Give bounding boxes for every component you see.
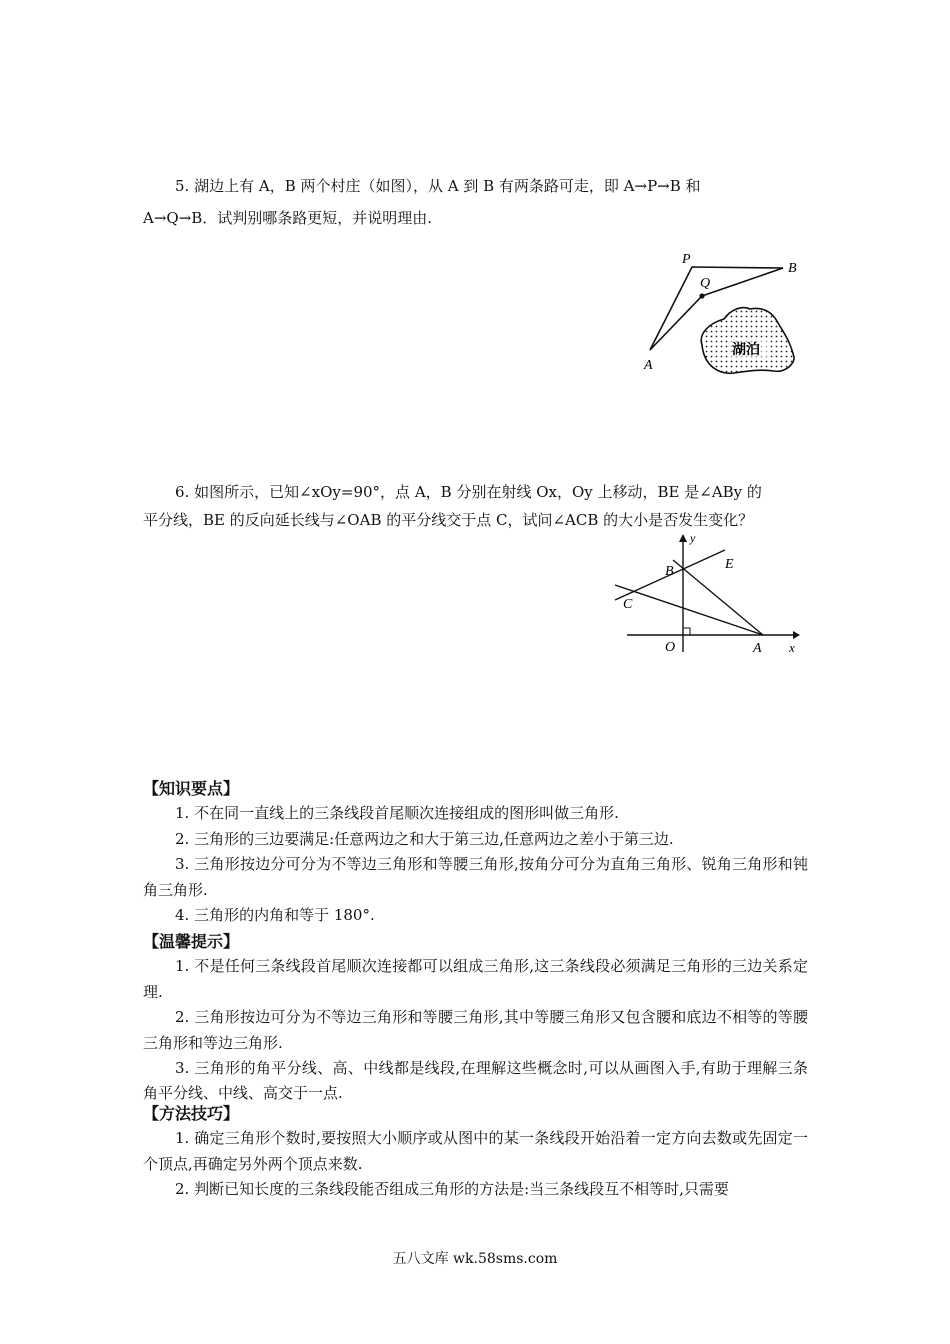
problem-6-line-1 <box>143 478 808 506</box>
tips-item: 3. 三角形的角平分线、高、中线都是线段,在理解这些概念时,可以从画图入手,有助于理解三条角平分线、中线、高交于一点. <box>143 1059 808 1103</box>
label-O: O <box>665 640 676 655</box>
label-B: B <box>665 564 674 579</box>
knowledge-section <box>143 776 808 928</box>
tips-item: 2. 三角形按边可分为不等边三角形和等腰三角形,其中等腰三角形又包含腰和底边不相等的等腰三角形和等边三角形. <box>143 1008 808 1052</box>
label-Q: Q <box>700 276 711 291</box>
tips-item: 1. 不是任何三条线段首尾顺次连接都可以组成三角形,这三条线段必须满足三角形的三边关系定理. <box>143 957 808 1001</box>
segment-AB <box>673 560 763 635</box>
method-item: 1. 确定三角形个数时,要按照大小顺序或从图中的某一条线段开始沿着一定方向去数或先固定一个顶点,再确定另外两个顶点来数. <box>143 1129 808 1173</box>
label-C: C <box>623 597 633 612</box>
lake-label: 湖泊 <box>732 342 760 358</box>
point-Q <box>699 293 704 298</box>
right-angle-mark <box>683 628 690 635</box>
x-arrow <box>793 631 800 639</box>
knowledge-item: 4. 三角形的内角和等于 180°. <box>175 906 375 925</box>
knowledge-item: 3. 三角形按边分可分为不等边三角形和等腰三角形,按角分可分为直角三角形、锐角三角形和钝角三角形. <box>143 855 808 899</box>
problem-6-text-1: 如图所示，已知∠xOy=90°，点 A，B 分别在射线 Ox，Oy 上移动，BE 是∠ABy 的 <box>194 483 762 501</box>
tips-heading: 【温馨提示】 <box>143 932 240 951</box>
label-P: P <box>682 252 691 267</box>
problem-6 <box>143 478 808 534</box>
problem-5 <box>143 170 808 234</box>
axes-figure <box>605 530 805 660</box>
problem-6-number: 6. <box>175 483 190 501</box>
problem-5-text-1: 湖边上有 A，B 两个村庄（如图），从 A 到 B 有两条路可走，即 A→P→B 和 <box>194 177 701 195</box>
method-section <box>143 1101 808 1203</box>
label-x: x <box>789 640 795 655</box>
knowledge-item: 2. 三角形的三边要满足:任意两边之和大于第三边,任意两边之差小于第三边. <box>175 829 674 848</box>
lake-figure <box>630 245 810 380</box>
problem-5-line-2: A→Q→B．试判别哪条路更短，并说明理由. <box>143 209 433 227</box>
tips-section <box>143 929 808 1107</box>
method-item: 2. 判断已知长度的三条线段能否组成三角形的方法是:当三条线段互不相等时,只需要 <box>175 1180 729 1199</box>
label-A: A <box>644 358 653 373</box>
problem-5-line-1 <box>143 170 808 202</box>
problem-5-number: 5. <box>175 177 190 195</box>
problem-6-line-2: 平分线，BE 的反向延长线与∠OAB 的平分线交于点 C，试问∠ACB 的大小是否发生变化？ <box>143 511 754 529</box>
label-E: E <box>725 557 734 572</box>
method-heading: 【方法技巧】 <box>143 1104 240 1123</box>
label-B: B <box>788 261 797 276</box>
knowledge-item: 1. 不在同一直线上的三条线段首尾顺次连接组成的图形叫做三角形. <box>175 804 619 823</box>
y-arrow <box>679 534 687 542</box>
page-footer: 五八文库 wk.58sms.com <box>392 1251 558 1267</box>
label-y: y <box>690 531 696 545</box>
knowledge-heading: 【知识要点】 <box>143 779 240 798</box>
label-A: A <box>753 641 762 656</box>
